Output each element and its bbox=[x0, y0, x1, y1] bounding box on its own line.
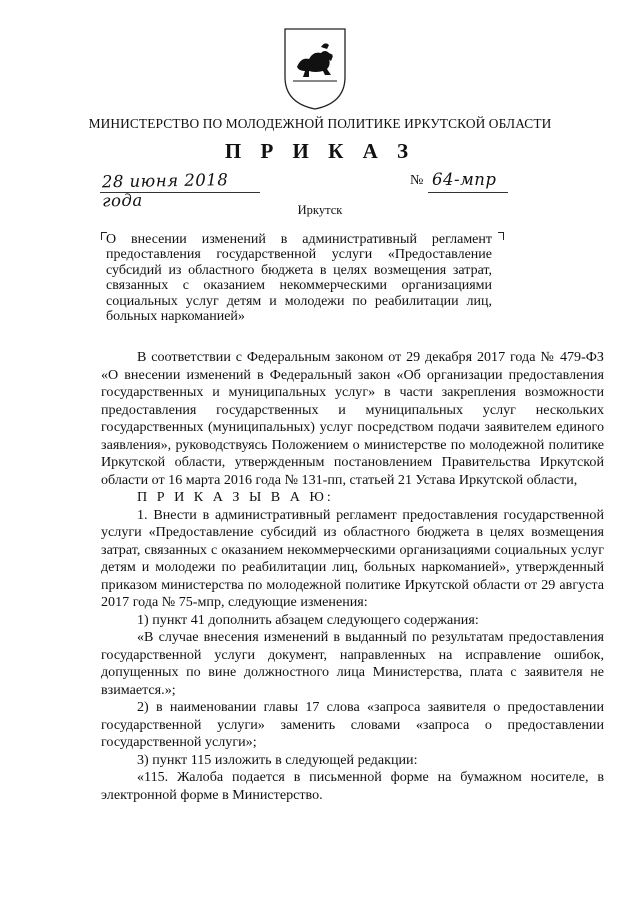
subject-bracket-right bbox=[498, 232, 504, 240]
subitem-3-paragraph: 3) пункт 115 изложить в следующей редакции: bbox=[137, 751, 418, 768]
order-title: П Р И К А З bbox=[224, 139, 416, 163]
order-number: 64-мпр bbox=[432, 170, 497, 189]
subitem-2-paragraph: 2) в наименовании главы 17 слова «запроса заявителя о предоставлении государственной услуги» заменить словами «запроса о предоставлении государственной услуги»; bbox=[101, 699, 604, 750]
subitem-1-paragraph: 1) пункт 41 дополнить абзацем следующего содержания: bbox=[137, 611, 479, 628]
number-label: № bbox=[410, 173, 424, 188]
order-directive: П Р И К А З Ы В А Ю: bbox=[137, 489, 334, 505]
ministry-name: МИНИСТЕРСТВО ПО МОЛОДЕЖНОЙ ПОЛИТИКЕ ИРКУТСКОЙ ОБЛАСТИ bbox=[88, 116, 552, 131]
order-body bbox=[101, 349, 604, 804]
number-underline bbox=[428, 192, 508, 193]
quoted-paragraph-115: «115. Жалоба подается в письменной форме на бумажном носителе, в электронной форме в Министерство. bbox=[101, 769, 604, 803]
date-underline bbox=[100, 192, 260, 193]
quoted-paragraph: «В случае внесения изменений в выданный по результатам предоставления государственной услуги документ, направленных на исправление ошибок, допущенных по вине должностного лица Министерства, плата с заявителя не взимается.»; bbox=[101, 629, 604, 698]
item-1-paragraph: 1. Внести в административный регламент предоставления государственной услуги «Предоставление субсидий из областного бюджета в целях возмещения затрат, связанных с оказанием некоммерческими организациями социальных услуг детям и молодежи по реабилитации лиц, больных наркоманией», утвержденный приказом министерства по молодежной политике Иркутской области от 29 августа 2017 года № 75-мпр, следующие изменения: bbox=[101, 506, 604, 610]
irkutsk-coat-of-arms-icon bbox=[279, 23, 351, 111]
order-date: 28 июня 2018 года bbox=[101, 170, 229, 211]
preamble-paragraph: В соответствии с Федеральным законом от 29 декабря 2017 года № 479-ФЗ «О внесении изменений в Федеральный закон «Об организации предоставления государственных и муниципальных услуг» в части закрепления возможности предоставления государственных и муниципальных услуг нескольких государственных (муниципальных) услуг посредством подачи заявителем единого заявления», руководствуясь Положением о министерстве по молодежной политике Иркутской области, утвержденным постановлением Правительства Иркутской области от 16 марта 2016 года № 131-пп, статьей 21 Устава Иркутской области, bbox=[101, 349, 604, 488]
city: Иркутск bbox=[297, 203, 343, 217]
order-subject: О внесении изменений в административный регламент предоставления государственной услуги «Предоставление субсидий из областного бюджета в целях возмещения затрат, связанных с оказанием некоммерческими организациями социальных услуг детям и молодежи по реабилитации лиц, больных наркоманией» bbox=[106, 232, 492, 325]
